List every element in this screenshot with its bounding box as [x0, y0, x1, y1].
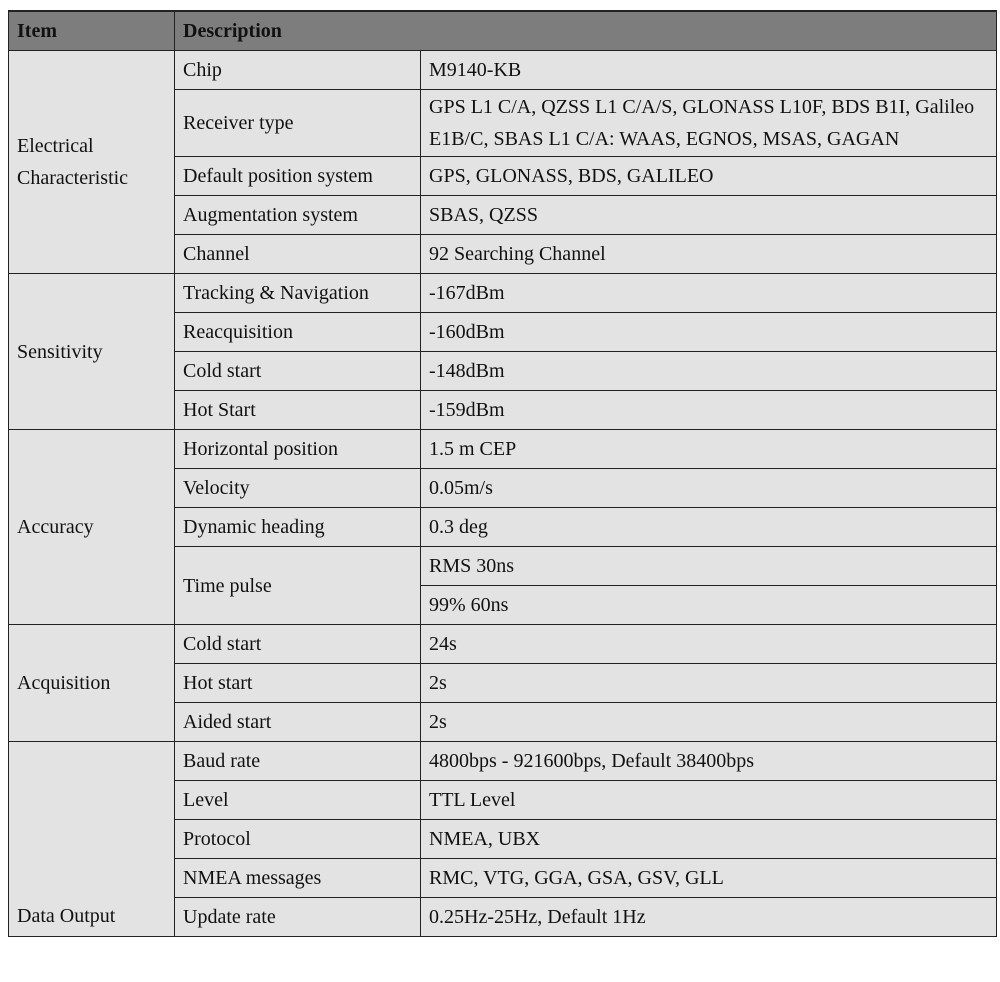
parameter-cell: Dynamic heading — [175, 508, 421, 547]
parameter-cell: Update rate — [175, 898, 421, 937]
group-label: Electrical Characteristic — [9, 51, 175, 274]
group-label: Acquisition — [9, 625, 175, 742]
value-cell: TTL Level — [421, 781, 997, 820]
value-cell: NMEA, UBX — [421, 820, 997, 859]
header-item: Item — [9, 11, 175, 51]
value-cell: -159dBm — [421, 391, 997, 430]
parameter-cell: Default position system — [175, 157, 421, 196]
value-cell: -160dBm — [421, 313, 997, 352]
table-row — [9, 430, 997, 469]
value-cell: SBAS, QZSS — [421, 196, 997, 235]
value-cell: 92 Searching Channel — [421, 235, 997, 274]
parameter-cell: Hot Start — [175, 391, 421, 430]
group-label: Data Output — [9, 742, 175, 937]
value-cell: -167dBm — [421, 274, 997, 313]
value-cell: RMS 30ns — [421, 547, 997, 586]
parameter-cell: Velocity — [175, 469, 421, 508]
table-body — [9, 51, 997, 937]
value-cell: 0.25Hz-25Hz, Default 1Hz — [421, 898, 997, 937]
table-header-row — [9, 11, 997, 51]
value-cell: -148dBm — [421, 352, 997, 391]
parameter-cell: Channel — [175, 235, 421, 274]
parameter-cell: Aided start — [175, 703, 421, 742]
parameter-cell: Receiver type — [175, 90, 421, 157]
value-cell: 4800bps - 921600bps, Default 38400bps — [421, 742, 997, 781]
table-row — [9, 274, 997, 313]
value-cell: 2s — [421, 703, 997, 742]
group-label: Sensitivity — [9, 274, 175, 430]
parameter-cell: Reacquisition — [175, 313, 421, 352]
value-cell: GPS L1 C/A, QZSS L1 C/A/S, GLONASS L10F, BDS B1I, Galileo E1B/C, SBAS L1 C/A: WAAS, EGNOS, MSAS, GAGAN — [421, 90, 997, 157]
value-cell: 24s — [421, 625, 997, 664]
parameter-cell: Protocol — [175, 820, 421, 859]
value-cell: 2s — [421, 664, 997, 703]
parameter-cell: NMEA messages — [175, 859, 421, 898]
specification-table — [8, 10, 997, 937]
header-description: Description — [175, 11, 997, 51]
parameter-cell: Time pulse — [175, 547, 421, 625]
parameter-cell: Hot start — [175, 664, 421, 703]
value-cell: 99% 60ns — [421, 586, 997, 625]
spec-sheet — [8, 10, 996, 937]
table-row — [9, 51, 997, 90]
value-cell: GPS, GLONASS, BDS, GALILEO — [421, 157, 997, 196]
value-cell: 0.05m/s — [421, 469, 997, 508]
group-label: Accuracy — [9, 430, 175, 625]
value-cell: 1.5 m CEP — [421, 430, 997, 469]
parameter-cell: Cold start — [175, 625, 421, 664]
value-cell: M9140-KB — [421, 51, 997, 90]
parameter-cell: Cold start — [175, 352, 421, 391]
value-cell: 0.3 deg — [421, 508, 997, 547]
parameter-cell: Horizontal position — [175, 430, 421, 469]
parameter-cell: Level — [175, 781, 421, 820]
table-row — [9, 625, 997, 664]
parameter-cell: Chip — [175, 51, 421, 90]
table-row — [9, 742, 997, 781]
value-cell: RMC, VTG, GGA, GSA, GSV, GLL — [421, 859, 997, 898]
parameter-cell: Augmentation system — [175, 196, 421, 235]
parameter-cell: Baud rate — [175, 742, 421, 781]
parameter-cell: Tracking & Navigation — [175, 274, 421, 313]
